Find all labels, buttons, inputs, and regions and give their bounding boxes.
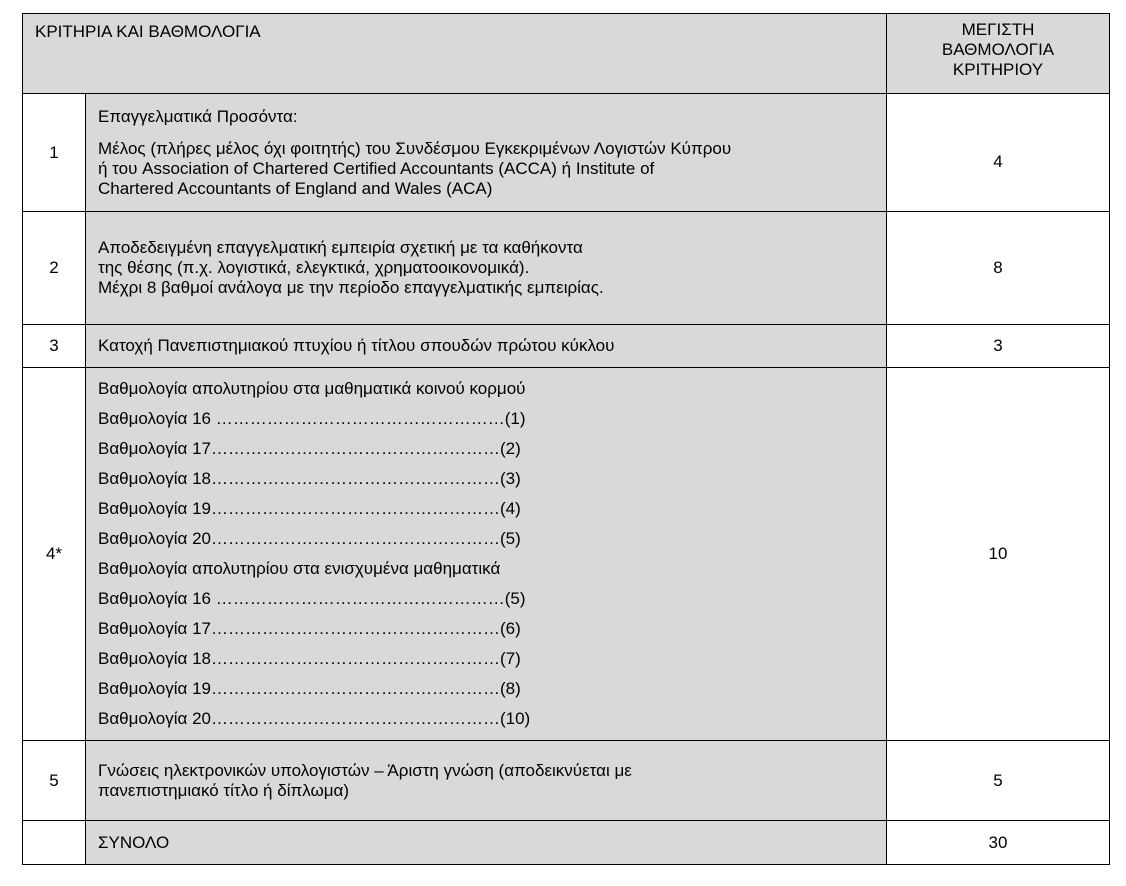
criterion-text <box>86 325 887 368</box>
grade-line: Βαθμολογία 17……………………………………………(6) <box>98 619 521 638</box>
criterion-line: Αποδεδειγμένη επαγγελματική εμπειρία σχετική με τα καθήκοντα <box>98 238 583 257</box>
max-score: 5 <box>887 741 1110 821</box>
criterion-text <box>86 741 887 821</box>
grade-line: Βαθμολογία 18……………………………………………(7) <box>98 649 521 668</box>
criteria-table <box>22 13 1110 865</box>
table-row <box>23 741 1110 821</box>
table-row <box>23 325 1110 368</box>
criterion-line: της θέσης (π.χ. λογιστικά, ελεγκτικά, χρηματοοικονομικά). <box>98 258 530 277</box>
row-number: 3 <box>23 325 86 368</box>
row-number <box>23 821 86 865</box>
criterion-line: ή του Association of Chartered Certified Accountants (ACCA) ή Institute of <box>98 158 655 178</box>
grade-line: Βαθμολογία 16 ……………………………………………(5) <box>98 589 526 608</box>
total-row <box>23 821 1110 865</box>
criterion-line: πανεπιστημιακό τίτλο ή δίπλωμα) <box>98 780 350 800</box>
grade-line: Βαθμολογία 20……………………………………………(5) <box>98 529 521 548</box>
criterion-line: Chartered Accountants of England and Wales (ACA) <box>98 178 493 198</box>
max-header-line-2: ΒΑΘΜΟΛΟΓΙΑ <box>941 40 1055 59</box>
criterion-line: Μέλος (πλήρες μέλος όχι φοιτητής) του Συνδέσμου Εγκεκριμένων Λογιστών Κύπρου <box>98 138 732 158</box>
max-score: 3 <box>887 325 1110 368</box>
grade-line: Βαθμολογία 20……………………………………………(10) <box>98 709 531 728</box>
max-header-line-1: ΜΕΓΙΣΤΗ <box>961 20 1035 39</box>
header-row <box>23 14 1110 94</box>
max-header-line-3: ΚΡΙΤΗΡΙΟΥ <box>952 60 1044 79</box>
max-score: 10 <box>887 368 1110 741</box>
table-row <box>23 94 1110 212</box>
grade-line: Βαθμολογία 19……………………………………………(4) <box>98 499 521 518</box>
table-row <box>23 368 1110 741</box>
criterion-text <box>86 368 887 741</box>
criterion-line: Επαγγελματικά Προσόντα: <box>98 106 298 126</box>
total-score: 30 <box>887 821 1110 865</box>
criterion-line: Γνώσεις ηλεκτρονικών υπολογιστών – Άριστη γνώση (αποδεικνύεται με <box>98 760 632 780</box>
grade-line: Βαθμολογία 16 ……………………………………………(1) <box>98 409 526 428</box>
criterion-line: Μέχρι 8 βαθμοί ανάλογα με την περίοδο επαγγελματικής εμπειρίας. <box>98 278 604 297</box>
criterion-line: Κατοχή Πανεπιστημιακού πτυχίου ή τίτλου σπουδών πρώτου κύκλου <box>98 336 615 355</box>
criterion-text <box>86 212 887 325</box>
row-number: 2 <box>23 212 86 325</box>
criterion-text <box>86 94 887 212</box>
grade-line: Βαθμολογία 19……………………………………………(8) <box>98 679 521 698</box>
grade-line: Βαθμολογία 18……………………………………………(3) <box>98 469 521 488</box>
criterion-line: Βαθμολογία απολυτηρίου στα μαθηματικά κοινού κορμού <box>98 379 526 398</box>
total-label <box>86 821 887 865</box>
max-score: 8 <box>887 212 1110 325</box>
max-score-header <box>887 14 1110 94</box>
table-row <box>23 212 1110 325</box>
row-number: 4* <box>23 368 86 741</box>
grade-line: Βαθμολογία 17……………………………………………(2) <box>98 439 521 458</box>
row-number: 5 <box>23 741 86 821</box>
total-label-text: ΣΥΝΟΛΟ <box>98 832 170 852</box>
max-score: 4 <box>887 94 1110 212</box>
criterion-line: Βαθμολογία απολυτηρίου στα ενισχυμένα μαθηματικά <box>98 559 501 578</box>
criteria-header: ΚΡΙΤΗΡΙΑ ΚΑΙ ΒΑΘΜΟΛΟΓΙΑ <box>23 14 887 94</box>
row-number: 1 <box>23 94 86 212</box>
